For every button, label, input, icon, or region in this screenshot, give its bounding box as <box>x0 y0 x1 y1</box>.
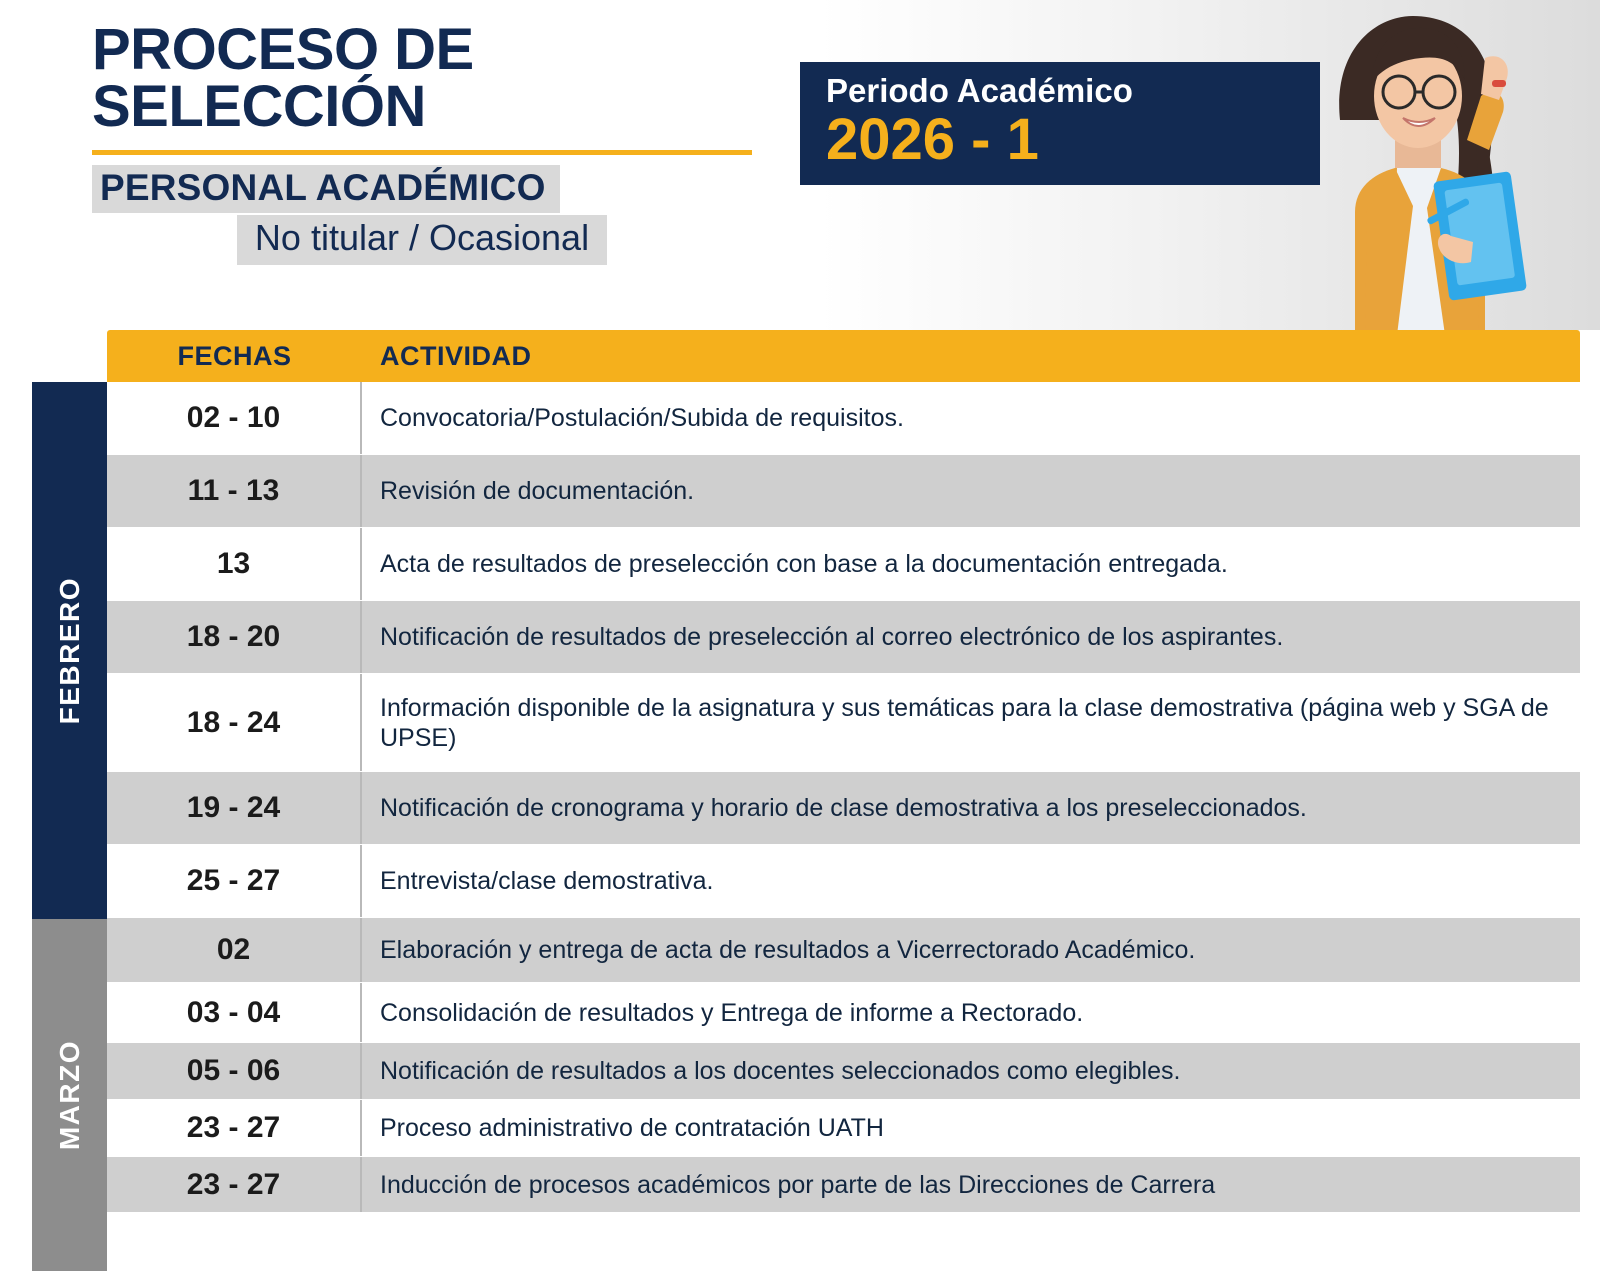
month-label-marzo <box>32 919 107 1271</box>
page-title-line2: SELECCIÓN <box>92 73 426 139</box>
row-date: 02 - 10 <box>107 382 362 454</box>
academic-period-badge <box>800 62 1320 185</box>
table-row <box>107 382 1580 455</box>
table-row <box>107 601 1580 674</box>
row-date: 05 - 06 <box>107 1043 362 1099</box>
row-activity: Notificación de resultados de preselección al correo electrónico de los aspirantes. <box>380 623 1284 651</box>
row-activity: Proceso administrativo de contratación UATH <box>380 1114 884 1142</box>
page-title <box>92 17 772 139</box>
row-date: 18 - 24 <box>107 674 362 771</box>
row-activity: Convocatoria/Postulación/Subida de requisitos. <box>380 404 904 432</box>
table-row <box>107 455 1580 528</box>
row-date: 25 - 27 <box>107 845 362 917</box>
rows-column <box>107 382 1580 1271</box>
title-block <box>92 17 772 265</box>
row-date: 19 - 24 <box>107 772 362 844</box>
page-title-line1: PROCESO DE <box>92 17 474 82</box>
row-activity: Elaboración y entrega de acta de resultados a Vicerrectorado Académico. <box>380 936 1196 964</box>
row-activity: Revisión de documentación. <box>380 477 695 505</box>
row-activity: Información disponible de la asignatura y sus temáticas para la clase demostrativa (página web y SGA de UPSE) <box>380 693 1549 752</box>
page-subtitle2: No titular / Ocasional <box>237 215 607 265</box>
table-row <box>107 528 1580 601</box>
table-row <box>107 1043 1580 1100</box>
column-header-actividad: ACTIVIDAD <box>380 340 532 371</box>
table-row <box>107 674 1580 772</box>
academic-period-value: 2026 - 1 <box>826 106 1039 172</box>
poster-header <box>0 0 1600 330</box>
month-label-febrero-text: FEBRERO <box>53 576 85 725</box>
row-activity: Consolidación de resultados y Entrega de informe a Rectorado. <box>380 998 1084 1027</box>
row-activity: Entrevista/clase demostrativa. <box>380 867 714 895</box>
schedule-table <box>32 330 1580 1271</box>
table-row <box>107 1157 1580 1213</box>
column-header-fechas: FECHAS <box>177 340 292 371</box>
page-subtitle2-wrap <box>92 215 752 265</box>
row-date: 03 - 04 <box>107 983 362 1042</box>
academic-period-label: Periodo Académico <box>826 72 1133 109</box>
title-divider <box>92 150 752 155</box>
row-date: 13 <box>107 528 362 600</box>
month-label-marzo-text: MARZO <box>53 1039 85 1151</box>
table-header-row <box>107 330 1580 382</box>
row-activity: Acta de resultados de preselección con base a la documentación entregada. <box>380 550 1228 578</box>
page-subtitle: PERSONAL ACADÉMICO <box>92 165 560 213</box>
row-activity: Notificación de resultados a los docentes seleccionados como elegibles. <box>380 1057 1181 1085</box>
row-activity: Notificación de cronograma y horario de clase demostrativa a los preseleccionados. <box>380 794 1307 822</box>
month-column <box>32 382 107 1271</box>
row-date: 18 - 20 <box>107 601 362 673</box>
row-date: 02 <box>107 918 362 982</box>
row-date: 23 - 27 <box>107 1157 362 1212</box>
table-row <box>107 1100 1580 1157</box>
table-row <box>107 918 1580 983</box>
table-row <box>107 983 1580 1043</box>
row-activity: Inducción de procesos académicos por parte de las Direcciones de Carrera <box>380 1170 1216 1199</box>
table-row <box>107 845 1580 918</box>
row-date: 23 - 27 <box>107 1100 362 1156</box>
student-photo-illustration <box>1245 0 1545 335</box>
row-date: 11 - 13 <box>107 455 362 527</box>
month-label-febrero <box>32 382 107 919</box>
table-body <box>32 382 1580 1271</box>
table-row <box>107 772 1580 845</box>
